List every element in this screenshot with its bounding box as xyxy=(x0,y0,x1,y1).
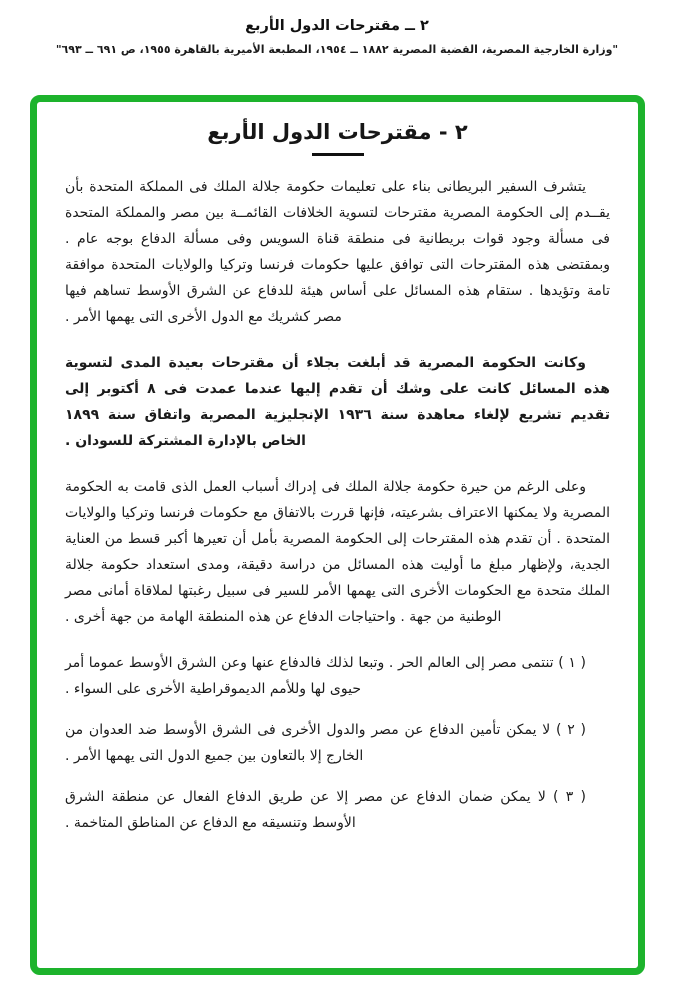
paragraph-3: وعلى الرغم من حيرة حكومة جلالة الملك فى إدراك أسباب العمل الذى قامت به الحكومة المصرية ولا يمكنها الاعتراف بشرعيته، فإنها قررت بالاتفاق مع حكومات فرنسا وتركيا والولايات المتحدة . أن تقدم هذه المقترحات إلى الحكومة المصرية بأمل أن تعيرها أكبر قسط من العناية الجدية، ولإظهار مبلغ ما أوليت هذه المسائل من دراسة دقيقة، ومدى استعداد حكومة جلالة الملك متحدة مع الحكومات الأخرى التى يهمها الأمر للسير فى سبيل رغبتها لملاقاة أمانى مصر الوطنية من جهة . واحتياجات الدفاع عن هذه المنطقة الهامة من جهة أخرى . xyxy=(65,479,610,625)
list-item-2: ( ٢ ) لا يمكن تأمين الدفاع عن مصر والدول الأخرى فى الشرق الأوسط ضد العدوان من الخارج إلا بالتعاون بين جميع الدول التى يهمها الأمر . xyxy=(65,722,586,764)
paragraph-1: يتشرف السفير البريطانى بناء على تعليمات حكومة جلالة الملك فى المملكة المتحدة بأن يقــدم إلى الحكومة المصرية مقترحات لتسوية الخلافات القائمــة بين مصر والمملكة المتحدة فى مسألة وجود قوات بريطانية فى منطقة قناة السويس وفى مسألة الدفاع بوجه عام . وبمقتضى هذه المقترحات التى توافق عليها حكومات فرنسا وتركيا والولايات المتحدة موافقة تامة وتؤيدها . ستقام هذه المسائل على أساس هيئة للدفاع عن الشرق الأوسط تساهم فيها مصر كشريك مع الدول الأخرى التى يهمها الأمر . xyxy=(65,179,610,325)
page-header-source-citation: "وزارة الخارجية المصرية، القضية المصرية ١٨٨٢ ــ ١٩٥٤، المطبعة الأميرية بالقاهرة ١٩٥٥، ص ٦٩١ ــ ٦٩٣" xyxy=(55,43,619,56)
list-item-1: ( ١ ) تنتمى مصر إلى العالم الحر . وتبعا لذلك فالدفاع عنها وعن الشرق الأوسط عموما أمر حيوى لها وللأمم الديموقراطية الأخرى على السواء . xyxy=(65,655,586,697)
page-header-title: ٢ ــ مقترحات الدول الأربع xyxy=(245,18,429,34)
list-item-3: ( ٣ ) لا يمكن ضمان الدفاع عن مصر إلا عن طريق الدفاع الفعال عن منطقة الشرق الأوسط وتنسيقه مع الدفاع عن المناطق المتاخمة . xyxy=(65,789,586,831)
page-header xyxy=(0,18,674,56)
document-title: ٢ - مقترحات الدول الأربع xyxy=(207,120,468,144)
paragraph-2: وكانت الحكومة المصرية قد أبلغت بجلاء أن مقترحات بعيدة المدى لتسوية هذه المسائل كانت على وشك أن تقدم إليها عندما عمدت فى ٨ أكتوبر إلى تقديم تشريع لإلغاء معاهدة سنة ١٩٣٦ الإنجليزية المصرية واتفاق سنة ١٨٩٩ الخاص بالإدارة المشتركة للسودان . xyxy=(65,355,611,449)
title-divider-rule xyxy=(312,153,364,156)
highlight-annotation-box xyxy=(30,95,645,975)
